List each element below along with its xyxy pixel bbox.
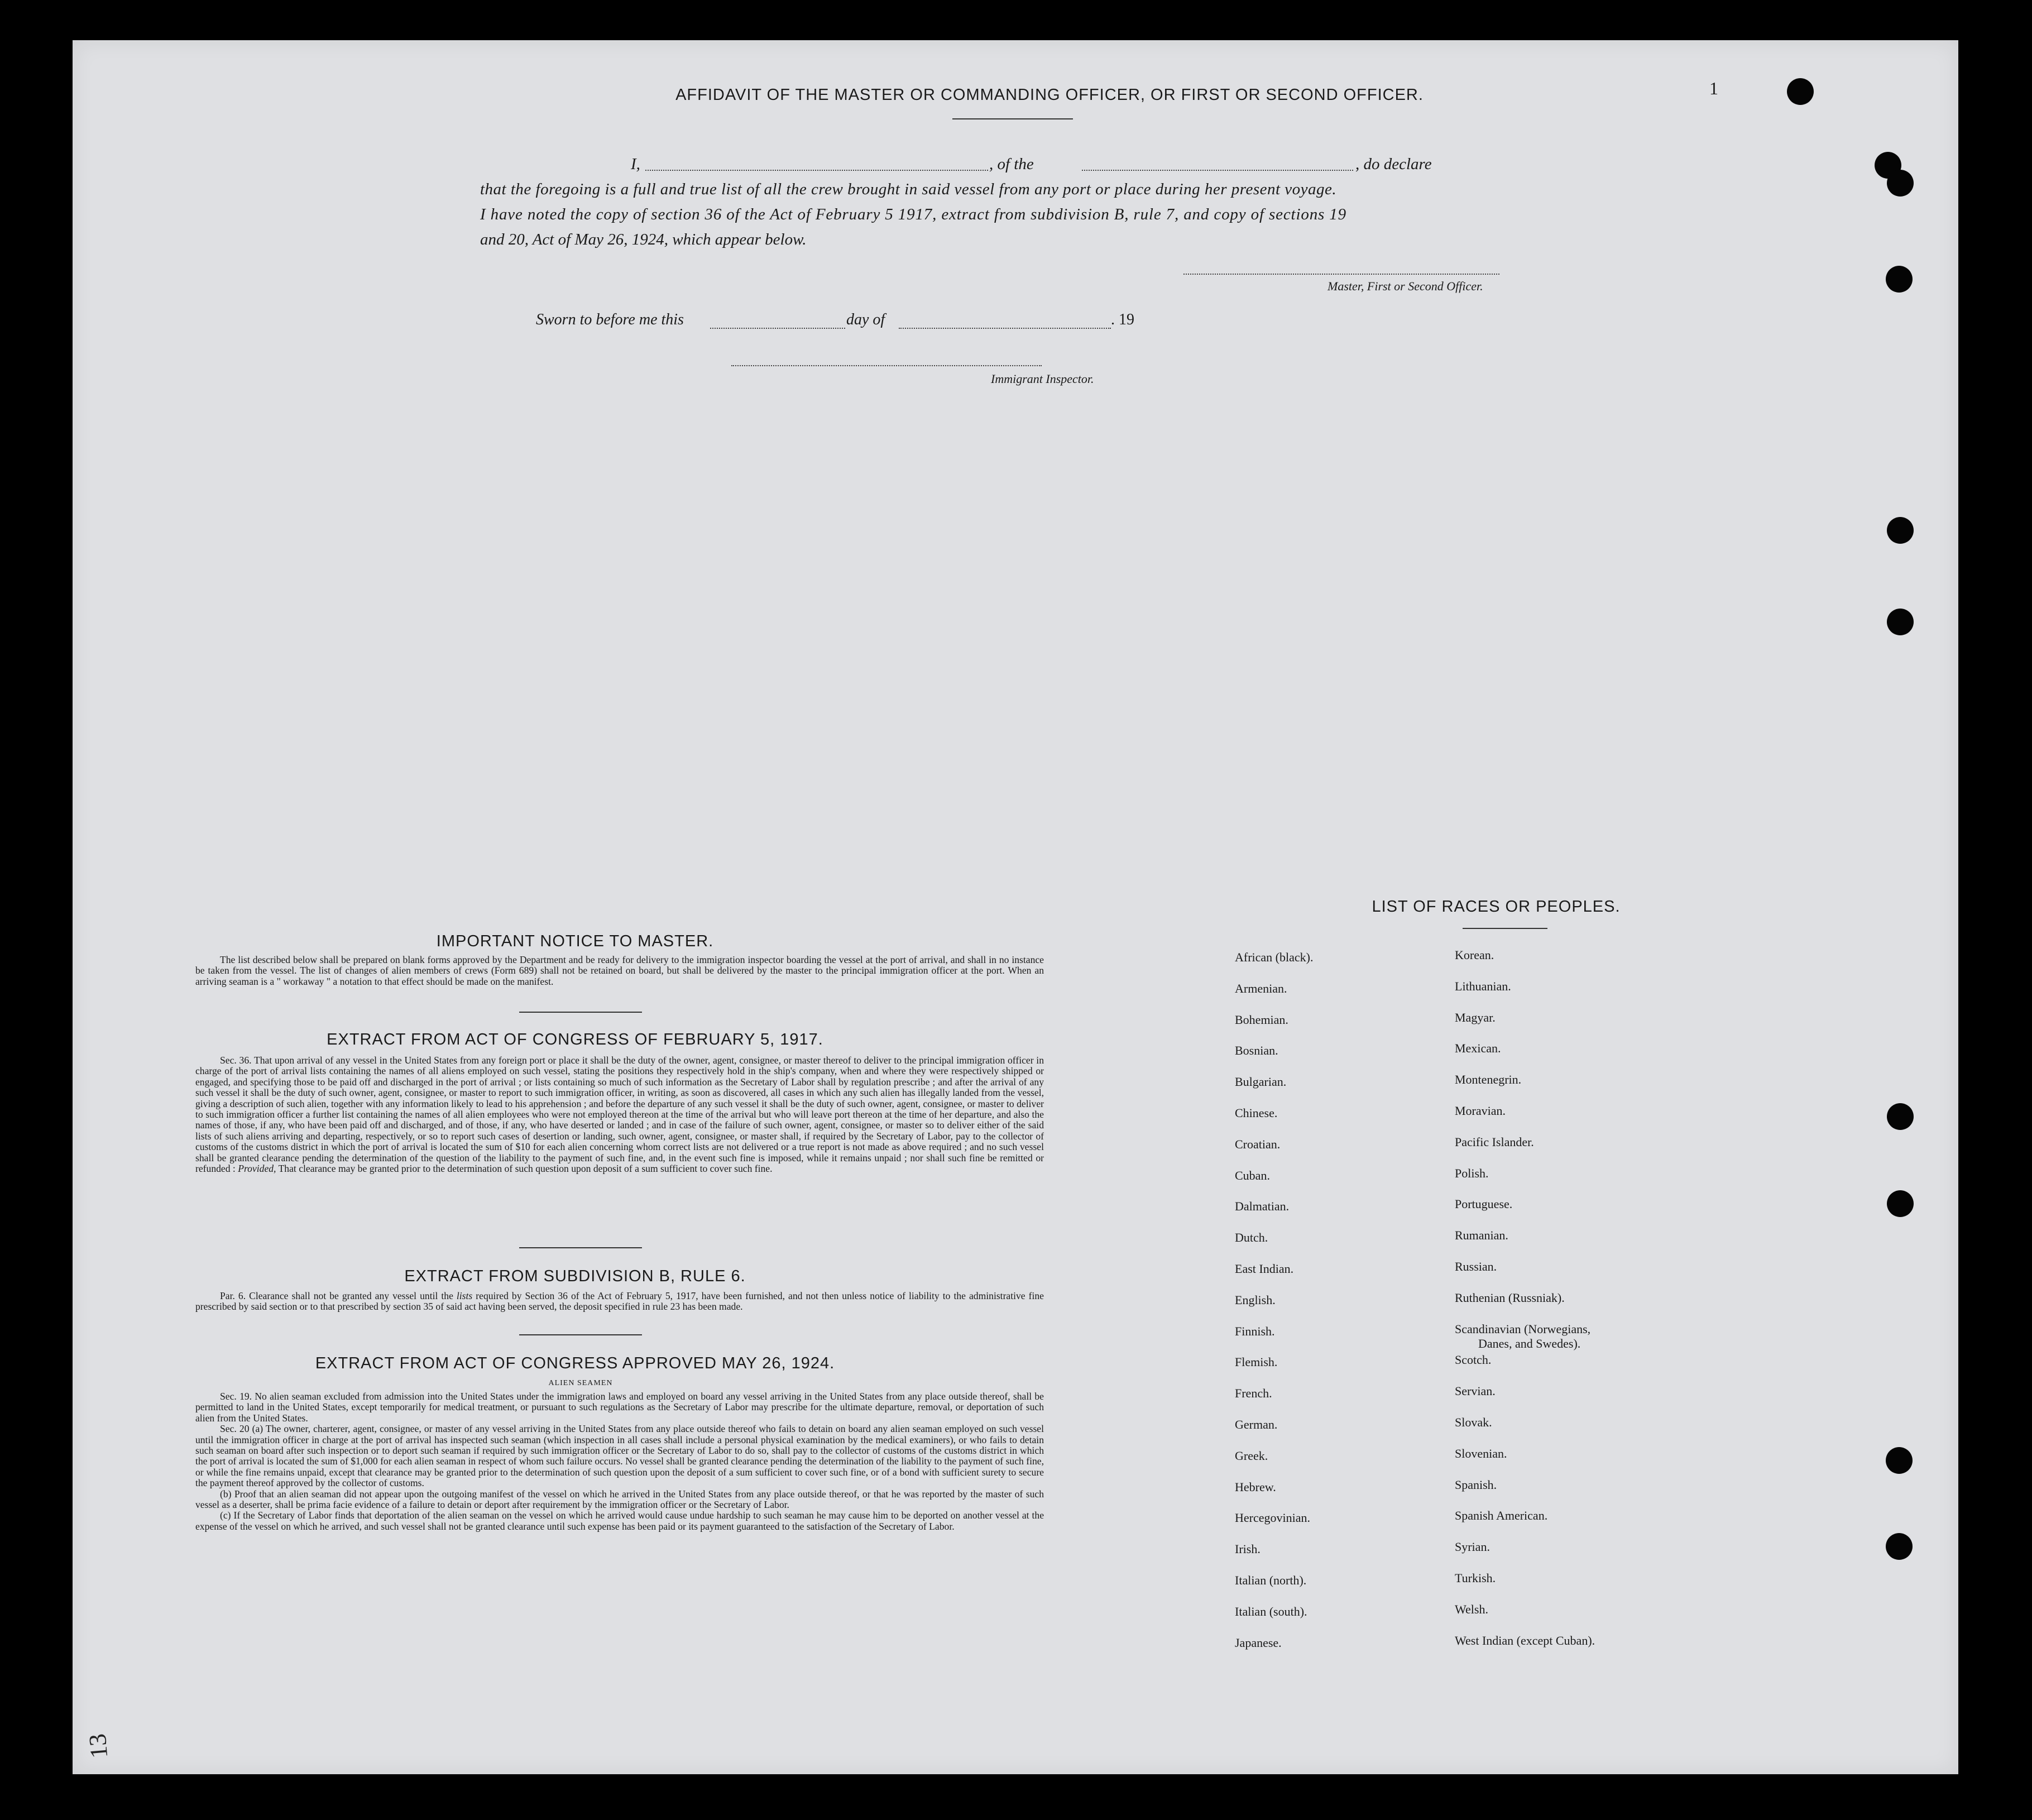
signature-line <box>1183 274 1499 275</box>
race-item: Italian (south). <box>1235 1604 1307 1618</box>
race-item: Dutch. <box>1235 1230 1268 1245</box>
race-item-line-2: Danes, and Swedes). <box>1478 1336 1581 1350</box>
divider <box>519 1247 642 1248</box>
punch-hole <box>1887 1190 1914 1217</box>
race-item: Croatian. <box>1235 1137 1281 1151</box>
race-item: Armenian. <box>1235 981 1287 995</box>
day-blank-line <box>710 328 845 329</box>
affidavit-line-3: I have noted the copy of section 36 of the Act of February 5 1917, extract from subdivision B, rule 7, and copy of sections 19 <box>480 205 1346 223</box>
punch-hole <box>1887 170 1914 197</box>
divider <box>519 1334 642 1335</box>
race-item: Bosnian. <box>1235 1043 1278 1058</box>
inspector-signature-line <box>731 365 1042 366</box>
race-item: Korean. <box>1455 948 1494 962</box>
lists-word: lists <box>456 1290 473 1301</box>
race-item: Japanese. <box>1235 1635 1282 1650</box>
affidavit-line-2: that the foregoing is a full and true list of all the crew brought in said vessel from any port or place during her present voyage. <box>480 180 1337 198</box>
race-item: Rumanian. <box>1455 1228 1508 1243</box>
punch-hole <box>1787 78 1814 105</box>
race-item: East Indian. <box>1235 1261 1294 1276</box>
page-mark: 1 <box>1709 78 1718 98</box>
affidavit-do-declare: , do declare <box>1355 155 1432 173</box>
month-blank-line <box>899 328 1111 329</box>
document-page <box>73 40 1958 1774</box>
extract-1924-text <box>195 1391 1044 1532</box>
sworn-day-of: day of <box>846 311 885 328</box>
sworn-prefix: Sworn to before me this <box>536 311 684 328</box>
race-item: Cuban. <box>1235 1168 1270 1182</box>
race-item: German. <box>1235 1417 1278 1431</box>
signature-label: Master, First or Second Officer. <box>1327 279 1483 293</box>
punch-hole <box>1887 1103 1914 1130</box>
race-item <box>1455 1322 1656 1353</box>
notice-text <box>195 955 1044 987</box>
race-item: Spanish American. <box>1455 1508 1548 1523</box>
race-item: Hebrew. <box>1235 1479 1276 1494</box>
proviso-word: Provided, <box>238 1163 276 1175</box>
race-item: Greek. <box>1235 1448 1268 1463</box>
race-item: Spanish. <box>1455 1477 1497 1492</box>
extract-1917-title: EXTRACT FROM ACT OF CONGRESS OF FEBRUARY 5, 1917. <box>327 1031 823 1048</box>
race-item: Welsh. <box>1455 1602 1488 1616</box>
extract-1917-main: Sec. 36. That upon arrival of any vessel in the United States from any foreign port or place it shall be the duty of the owner, agent, consignee, or master thereof to deliver to the principal immigration officer in charge of the port of arrival lists containing the names of all aliens employed on such vessel, stating the positions they respectively hold in the ship's company, when and where they were respectively shipped or engaged, and specifying those to be paid off and discharged in the port of arrival ; or lists containing so much of such information as the Secretary of Labor shall by regulation prescribe ; and after the arrival of any such vessel it shall be the duty of such owner, agent, consignee, or master to report to such immigration officer, in writing, as soon as discovered, all cases in which any such alien has illegally landed from the vessel, giving a description of such alien, together with any information likely to lead to his apprehension ; and before the departure of any such vessel it shall be the duty of such owner, agent, consignee, or master to deliver to such immigration officer a further list containing the names of all alien employees who were not employed thereon at the time of the arrival but who will leave port thereon at the time of her departure, and also the names of those, if any, who have been paid off and discharged, and of those, if any, who have deserted or landed ; and in case of the failure of such owner, agent, consignee, or master so to deliver either of the said lists of such aliens arriving and departing, respectively, or so to report such cases of desertion or landing, such owner, agent, consignee, or master shall, if required by the Secretary of Labor, pay to the collector of customs of the customs district in which the port of arrival is located the sum of $10 for each alien concerning whom correct lists are not delivered or a true report is not made as above required ; and no such vessel shall be granted clearance pending the determination of the question of the liability to the payment of such fine, and, in the event such fine is imposed, while it remains unpaid ; nor shall such fine be remitted or refunded : <box>195 1055 1044 1175</box>
race-item: Finnish. <box>1235 1324 1275 1338</box>
race-item: Turkish. <box>1455 1570 1496 1585</box>
race-item: French. <box>1235 1386 1272 1401</box>
race-item: Scotch. <box>1455 1353 1492 1367</box>
race-item: Moravian. <box>1455 1103 1506 1118</box>
races-right-column <box>1455 948 1712 1664</box>
race-item: Bulgarian. <box>1235 1075 1287 1089</box>
sworn-year: . 19 <box>1111 311 1134 328</box>
race-item: Hercegovinian. <box>1235 1511 1310 1525</box>
affidavit-title: AFFIDAVIT OF THE MASTER OR COMMANDING OFFICER, OR FIRST OR SECOND OFFICER. <box>675 86 1424 104</box>
punch-hole <box>1886 1447 1913 1474</box>
race-item-line-1: Scandinavian (Norwegians, <box>1455 1321 1591 1336</box>
divider <box>519 1012 642 1013</box>
race-item: Irish. <box>1235 1542 1261 1556</box>
notice-paragraph: The list described below shall be prepared on blank forms approved by the Department and be ready for delivery to the immigration inspector boarding the vessel at the port of arrival, and shall in no instance be taken from the vessel. The list of changes of alien members of crews (Form 689) shall not be retained on board, but shall be delivered by the master to the principal immigration officer at the port. When an arriving seaman is a " workaway " a notation to that effect should be made on the manifest. <box>195 954 1044 987</box>
sec19-paragraph: Sec. 19. No alien seaman excluded from admission into the United States under the immigration laws and employed on board any vessel arriving in the United States from any place outside thereof, shall be permitted to land in the United States, except temporarily for medical treatment, or pursuant to such regulations as the Secretary of Labor may prescribe for the ultimate departure, removal, or deportation of such alien from the United States. <box>195 1391 1044 1424</box>
race-item: Slovak. <box>1455 1415 1492 1429</box>
sec20b-paragraph: (b) Proof that an alien seaman did not appear upon the outgoing manifest of the vessel on which he arrived in the United States from any place outside thereof, or that he was reported by the master of such vessel as a deserter, shall be prima facie evidence of a failure to detain or deport after requirement by the immigration officer or the Secretary of Labor. <box>195 1488 1044 1511</box>
affidavit-line-4: and 20, Act of May 26, 1924, which appear below. <box>480 231 807 248</box>
races-left-column <box>1235 950 1492 1666</box>
race-item: Mexican. <box>1455 1041 1501 1056</box>
race-item: Polish. <box>1455 1166 1489 1180</box>
extract-1917-text <box>195 1055 1044 1174</box>
affidavit-i: I, <box>631 155 640 173</box>
punch-hole <box>1886 266 1913 293</box>
race-item: Ruthenian (Russniak). <box>1455 1290 1565 1305</box>
race-item: Bohemian. <box>1235 1012 1288 1027</box>
extract-rule6-title: EXTRACT FROM SUBDIVISION B, RULE 6. <box>404 1267 746 1285</box>
race-item: Portuguese. <box>1455 1197 1513 1211</box>
inspector-label: Immigrant Inspector. <box>991 372 1094 386</box>
sec20a-paragraph: Sec. 20 (a) The owner, charterer, agent, consignee, or master of any vessel arriving in the United States from any place outside thereof who fails to detain on board any alien seaman employed on such vessel until the immigration officer in charge at the port of arrival has inspected such seaman (which inspection in all cases shall include a personal physical examination by the medical examiners), or who fails to detain such seaman on board after such inspection or to deport such seaman if required by such immigration officer or the Secretary of Labor to do so, shall pay to the collector of customs of the customs district in which the port of arrival is located the sum of $1,000 for each alien seaman in respect of whom such failure occurs. No vessel shall be granted clearance pending the determination of the liability to the payment of such fine, or while the fine remains unpaid, except that clearance may be granted prior to the determination of such question upon the deposit of a sum sufficient to cover such fine, or of a bond with sufficient surety to secure the payment thereof approved by the collector of customs. <box>195 1423 1044 1489</box>
race-item: Italian (north). <box>1235 1573 1307 1587</box>
race-item: Montenegrin. <box>1455 1072 1522 1087</box>
race-item: Magyar. <box>1455 1010 1496 1024</box>
race-item: Syrian. <box>1455 1540 1490 1554</box>
divider <box>1463 928 1547 929</box>
divider <box>952 118 1073 119</box>
sworn-line <box>536 311 1262 333</box>
affidavit-of-the: , of the <box>989 155 1034 173</box>
notice-title: IMPORTANT NOTICE TO MASTER. <box>436 932 714 950</box>
vessel-blank-line <box>1082 170 1353 171</box>
alien-seamen-subtitle: ALIEN SEAMEN <box>548 1379 613 1387</box>
race-item: Slovenian. <box>1455 1446 1507 1460</box>
race-item: Lithuanian. <box>1455 979 1511 993</box>
race-item: Dalmatian. <box>1235 1199 1290 1214</box>
margin-handwritten-note: 13 <box>83 1732 113 1760</box>
extract-rule6-text <box>195 1291 1044 1313</box>
sec20c-paragraph: (c) If the Secretary of Labor finds that deportation of the alien seaman on the vessel on which he arrived would cause undue hardship to such seaman he may cause him to be deported on another vessel at the expense of the vessel on which he arrived, and such vessel shall not be granted clearance until such expense has been paid or its payment guaranteed to the satisfaction of the Secretary of Labor. <box>195 1510 1044 1532</box>
rule6-text-b: required by Section 36 of the Act of February 5, 1917, have been furnished, and not then unless notice of liability to the administrative fine prescribed by said section or to that prescribed by section 35 of said act having been served, the deposit specified in rule 23 has been made. <box>195 1290 1044 1313</box>
race-item: West Indian (except Cuban). <box>1455 1633 1595 1647</box>
punch-hole <box>1887 609 1914 635</box>
punch-hole <box>1887 517 1914 544</box>
rule6-text-a: Par. 6. Clearance shall not be granted any vessel until the <box>220 1290 453 1301</box>
races-title: LIST OF RACES OR PEOPLES. <box>1372 898 1621 916</box>
race-item: Russian. <box>1455 1259 1497 1273</box>
punch-hole <box>1886 1533 1913 1560</box>
extract-1924-title: EXTRACT FROM ACT OF CONGRESS APPROVED MAY 26, 1924. <box>315 1354 835 1372</box>
race-item: Servian. <box>1455 1384 1496 1398</box>
extract-1917-end: That clearance may be granted prior to the determination of such question upon deposit of a sum sufficient to cover such fine. <box>278 1163 773 1175</box>
race-item: African (black). <box>1235 950 1314 964</box>
race-item: English. <box>1235 1292 1276 1307</box>
race-item: Flemish. <box>1235 1355 1278 1369</box>
race-item: Pacific Islander. <box>1455 1134 1534 1149</box>
name-blank-line <box>645 170 988 171</box>
race-item: Chinese. <box>1235 1105 1278 1120</box>
